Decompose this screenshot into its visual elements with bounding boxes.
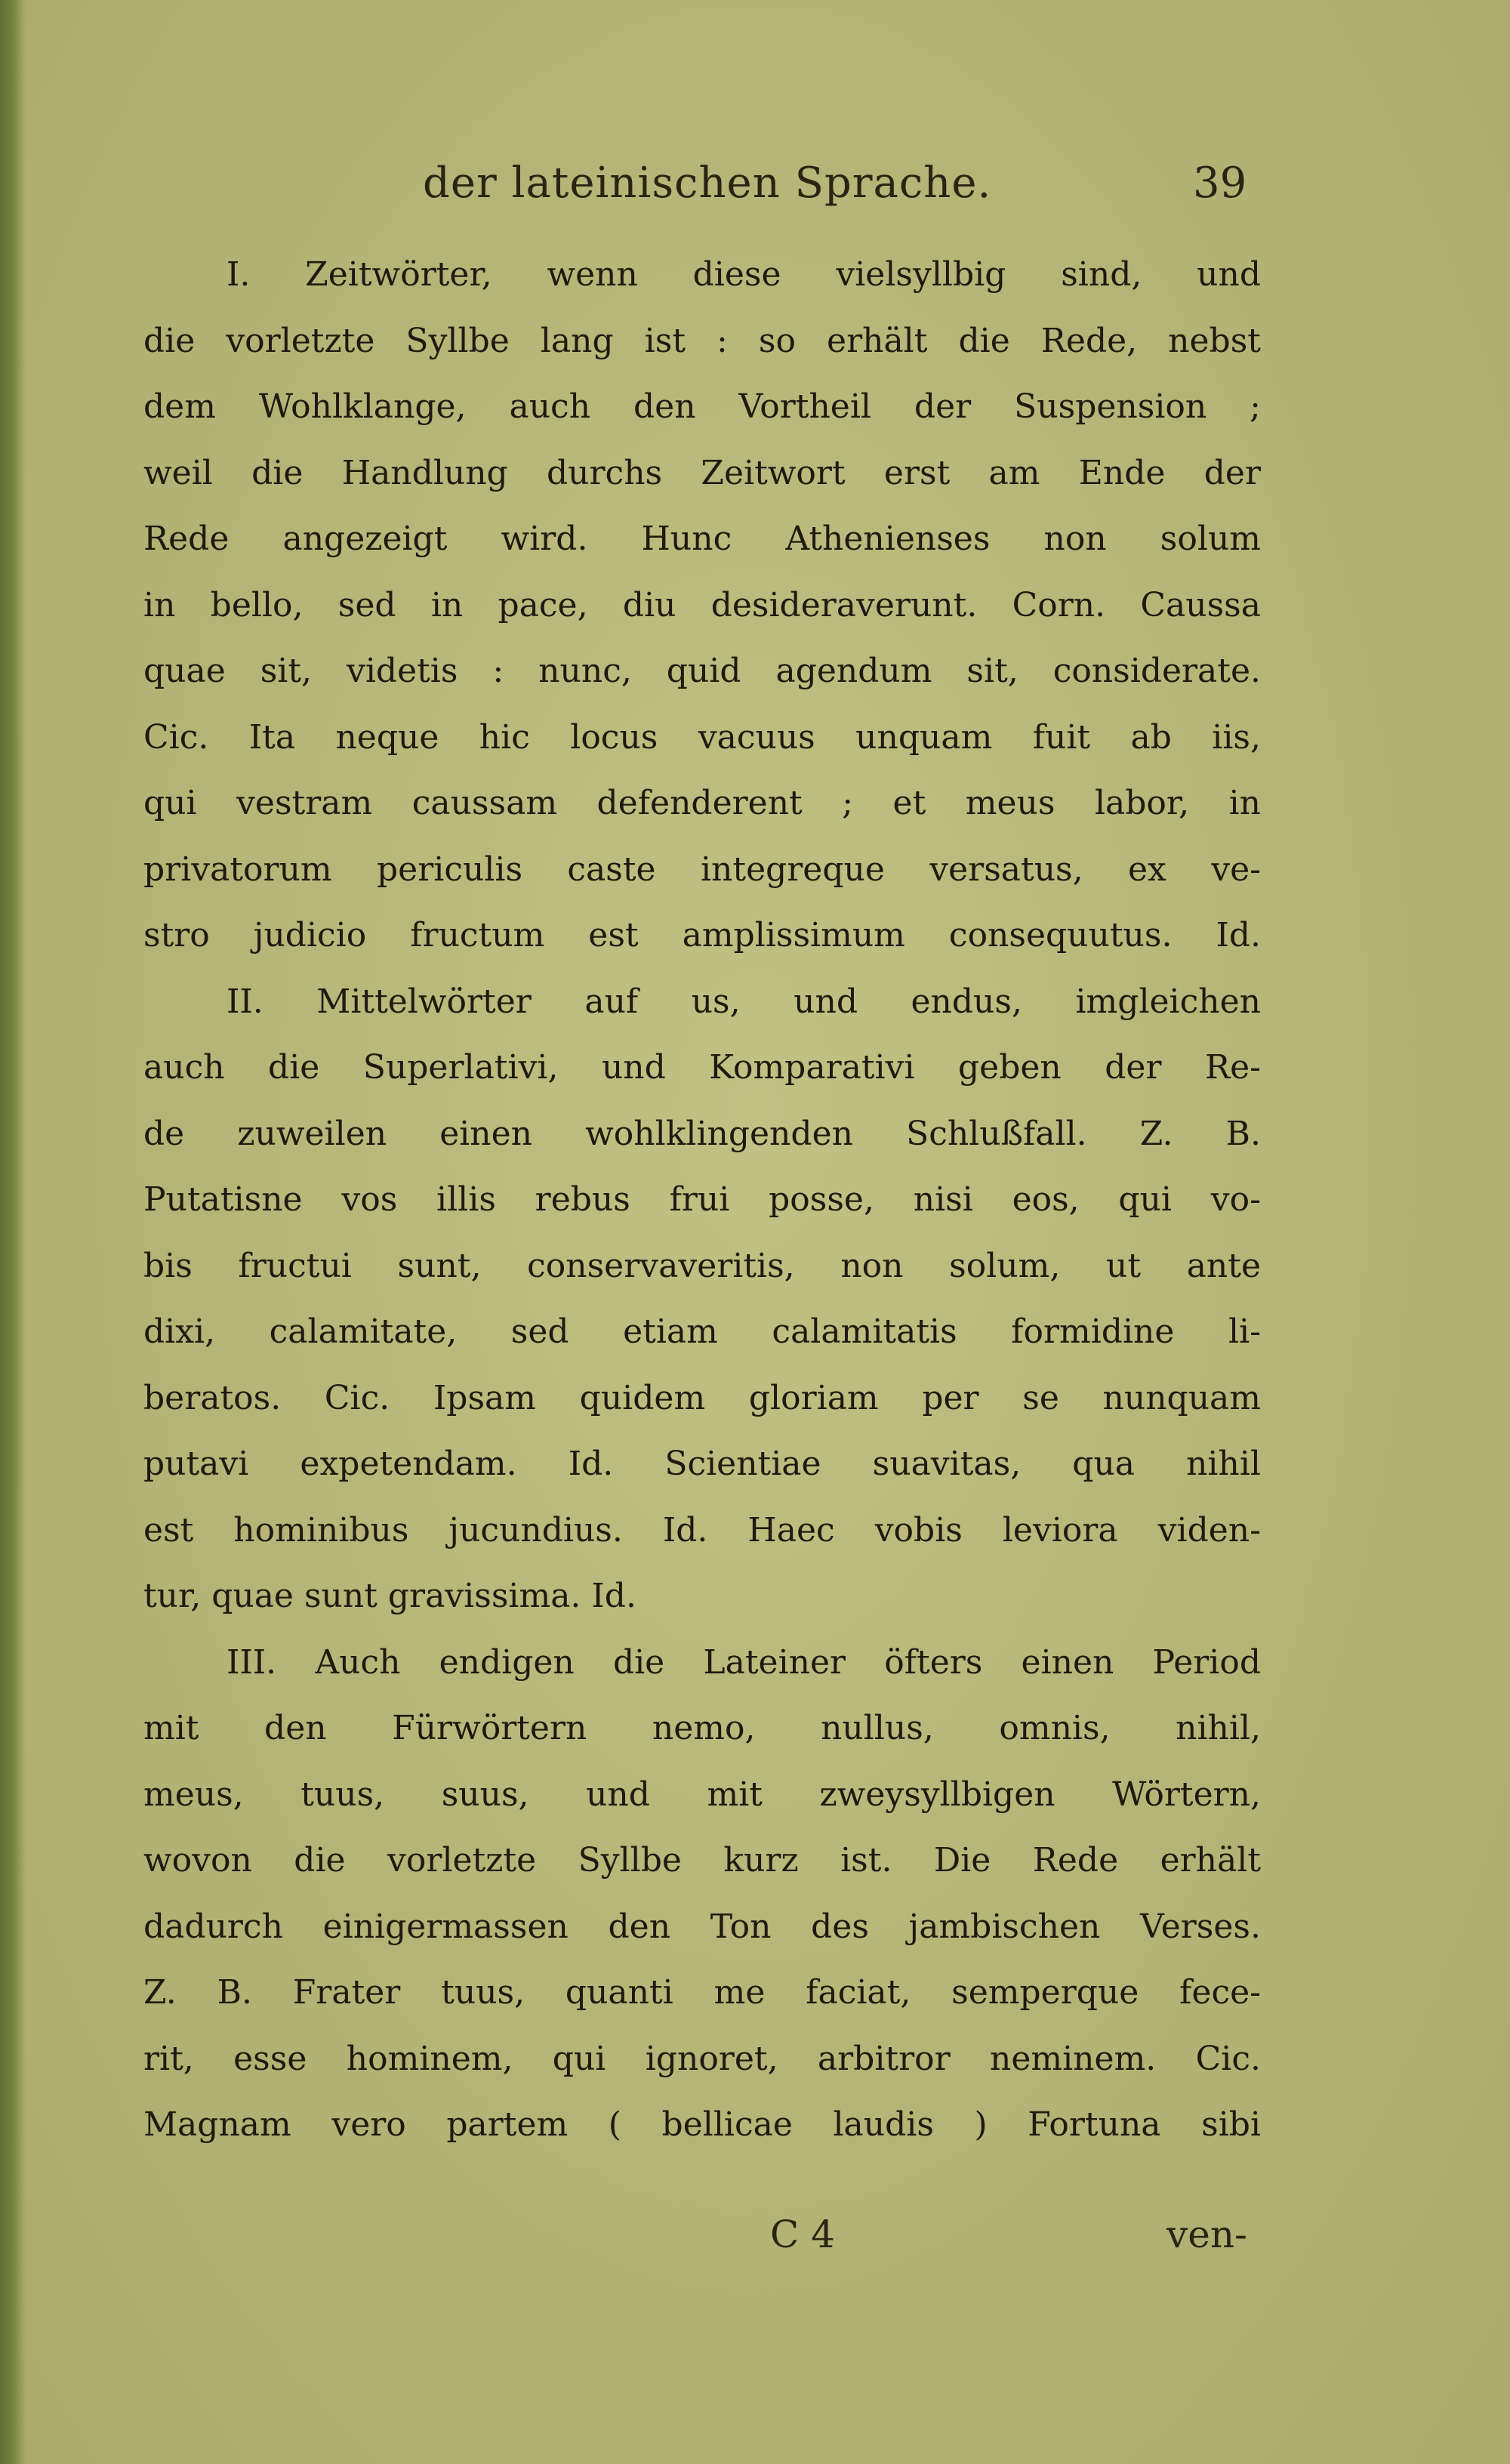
text-line: stro judicio fructum est amplissimum consequutus. Id. [143,916,1261,954]
text-line: wovon die vorletzte Syllbe kurz ist. Die Rede erhält [143,1841,1261,1880]
text-line: die vorletzte Syllbe lang ist : so erhält die Rede, nebst [143,321,1261,360]
page-footer [0,2205,1510,2273]
text-line: qui vestram caussam defenderent ; et meus labor, in [143,784,1261,822]
text-line: meus, tuus, suus, und mit zweysyllbigen Wörtern, [143,1775,1261,1814]
signature-mark: C 4 [770,2213,835,2256]
text-line: beratos. Cic. Ipsam quidem gloriam per se nunquam [143,1378,1261,1417]
catchword: ven- [1166,2213,1247,2256]
text-line: dadurch einigermassen den Ton des jambischen Verses. [143,1907,1261,1946]
text-line: auch die Superlativi, und Komparativi geben der Re- [143,1048,1261,1087]
text-line: Cic. Ita neque hic locus vacuus unquam fuit ab iis, [143,717,1261,757]
book-spine-edge [0,0,26,2464]
text-line: dixi, calamitate, sed etiam calamitatis formidine li- [143,1312,1261,1351]
text-line: Putatisne vos illis rebus frui posse, nisi eos, qui vo- [143,1180,1261,1219]
text-line: Magnam vero partem ( bellicae laudis ) Fortuna sibi [143,2105,1261,2144]
text-line: tur, quae sunt gravissima. Id. [143,1577,636,1615]
text-line: rit, esse hominem, qui ignoret, arbitror neminem. Cic. [143,2039,1261,2078]
text-line: quae sit, videtis : nunc, quid agendum sit, considerate. [143,652,1261,690]
text-line: Z. B. Frater tuus, quanti me faciat, semperque fece- [143,1973,1261,2012]
text-line: bis fructui sunt, conservaveritis, non solum, ut ante [143,1246,1261,1285]
text-line: est hominibus jucundius. Id. Haec vobis leviora viden- [143,1510,1261,1550]
text-line: putavi expetendam. Id. Scientiae suavitas, qua nihil [143,1445,1261,1483]
text-line: II. Mittelwörter auf us, und endus, imgleichen [226,982,1261,1021]
text-line: I. Zeitwörter, wenn diese vielsyllbig sind, und [226,255,1261,294]
running-title: der lateinischen Sprache. [423,159,992,208]
text-line: privatorum periculis caste integreque versatus, ex ve- [143,850,1261,889]
text-line: Rede angezeigt wird. Hunc Athenienses non solum [143,520,1261,558]
running-header [0,151,1510,219]
body-text [143,242,1261,2158]
text-line: in bello, sed in pace, diu desideraverunt. Corn. Caussa [143,585,1261,624]
text-line: weil die Handlung durchs Zeitwort erst am Ende der [143,453,1261,492]
text-line: III. Auch endigen die Lateiner öfters einen Period [226,1642,1261,1682]
page-number: 39 [1193,159,1247,208]
text-line: de zuweilen einen wohlklingenden Schlußfall. Z. B. [143,1114,1261,1153]
text-line: dem Wohlklange, auch den Vortheil der Suspension ; [143,387,1261,426]
text-line: mit den Fürwörtern nemo, nullus, omnis, nihil, [143,1709,1261,1747]
